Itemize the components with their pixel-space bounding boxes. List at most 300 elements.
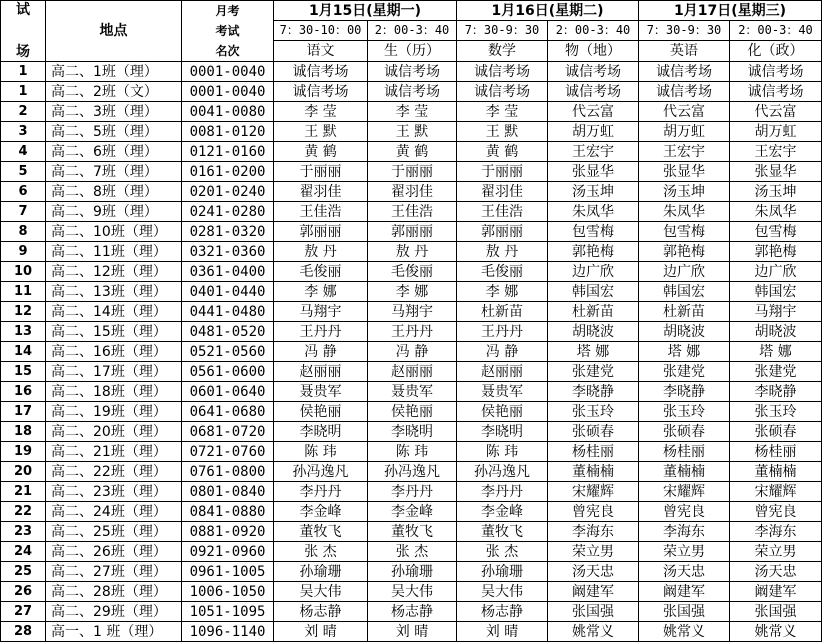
proctor-cell: 诚信考场 [274, 82, 368, 102]
location-cell: 高一、1 班（理） [46, 622, 182, 642]
proctor-cell: 陈 玮 [274, 442, 368, 462]
table-row [1, 102, 822, 122]
proctor-cell: 李金峰 [368, 502, 457, 522]
table-row [1, 482, 822, 502]
proctor-cell: 陈 玮 [457, 442, 548, 462]
room-number-cell: 5 [1, 162, 46, 182]
proctor-cell: 李晓明 [368, 422, 457, 442]
room-number-cell: 22 [1, 502, 46, 522]
proctor-cell: 马翔宇 [274, 302, 368, 322]
header-rank-line1: 月考 [215, 4, 240, 18]
room-number-cell: 4 [1, 142, 46, 162]
location-cell: 高二、5班（理） [46, 122, 182, 142]
location-cell: 高二、21班（理） [46, 442, 182, 462]
header-day-1: 1月15日(星期一) [274, 1, 457, 21]
proctor-cell: 孙瑜珊 [368, 562, 457, 582]
room-number-cell: 15 [1, 362, 46, 382]
proctor-cell: 朱凤华 [548, 202, 639, 222]
proctor-cell: 孙冯逸凡 [368, 462, 457, 482]
proctor-cell: 汤天忠 [548, 562, 639, 582]
proctor-cell: 冯 静 [457, 342, 548, 362]
location-cell: 高二、23班（理） [46, 482, 182, 502]
proctor-cell: 朱凤华 [730, 202, 822, 222]
table-row [1, 202, 822, 222]
proctor-cell: 王宏宇 [639, 142, 730, 162]
rank-range-cell: 0241-0280 [182, 202, 274, 222]
table-row [1, 82, 822, 102]
proctor-cell: 王丹丹 [274, 322, 368, 342]
proctor-cell: 刘 晴 [274, 622, 368, 642]
proctor-cell: 代云富 [639, 102, 730, 122]
proctor-cell: 王丹丹 [457, 322, 548, 342]
table-row [1, 122, 822, 142]
rank-range-cell: 0321-0360 [182, 242, 274, 262]
header-rank-line3: 名次 [215, 44, 240, 58]
rank-range-cell: 0761-0800 [182, 462, 274, 482]
proctor-cell: 汤天忠 [730, 562, 822, 582]
room-number-cell: 16 [1, 382, 46, 402]
proctor-cell: 李丹丹 [368, 482, 457, 502]
proctor-cell: 姚常义 [730, 622, 822, 642]
proctor-cell: 宋耀辉 [730, 482, 822, 502]
proctor-cell: 阚建军 [639, 582, 730, 602]
proctor-cell: 诚信考场 [548, 62, 639, 82]
proctor-cell: 于丽丽 [368, 162, 457, 182]
location-cell: 高二、28班（理） [46, 582, 182, 602]
proctor-cell: 孙瑜珊 [274, 562, 368, 582]
proctor-cell: 李晓静 [730, 382, 822, 402]
proctor-cell: 陈 玮 [368, 442, 457, 462]
proctor-cell: 王宏宇 [548, 142, 639, 162]
room-number-cell: 27 [1, 602, 46, 622]
proctor-cell: 诚信考场 [548, 82, 639, 102]
location-cell: 高二、10班（理） [46, 222, 182, 242]
rank-range-cell: 1051-1095 [182, 602, 274, 622]
header-time: 7：30-9：30 [457, 21, 548, 40]
header-subject: 语文 [274, 40, 368, 61]
rank-range-cell: 0001-0040 [182, 82, 274, 102]
location-cell: 高二、7班（理） [46, 162, 182, 182]
location-cell: 高二、11班（理） [46, 242, 182, 262]
proctor-cell: 孙冯逸凡 [274, 462, 368, 482]
proctor-cell: 王佳浩 [274, 202, 368, 222]
rank-range-cell: 0361-0400 [182, 262, 274, 282]
proctor-cell: 张建党 [639, 362, 730, 382]
proctor-cell: 张建党 [548, 362, 639, 382]
proctor-cell: 李 莹 [368, 102, 457, 122]
proctor-cell: 韩国宏 [639, 282, 730, 302]
proctor-cell: 汤玉坤 [730, 182, 822, 202]
proctor-cell: 李丹丹 [457, 482, 548, 502]
room-number-cell: 14 [1, 342, 46, 362]
proctor-cell: 李金峰 [274, 502, 368, 522]
table-row [1, 162, 822, 182]
rank-range-cell: 0441-0480 [182, 302, 274, 322]
proctor-cell: 杨桂丽 [639, 442, 730, 462]
header-day-2: 1月16日(星期二) [457, 1, 639, 21]
table-row [1, 62, 822, 82]
room-number-cell: 3 [1, 122, 46, 142]
proctor-cell: 荣立男 [639, 542, 730, 562]
proctor-cell: 敖 丹 [368, 242, 457, 262]
room-number-cell: 26 [1, 582, 46, 602]
room-number-cell: 8 [1, 222, 46, 242]
proctor-cell: 张 杰 [368, 542, 457, 562]
proctor-cell: 郭艳梅 [730, 242, 822, 262]
header-rank [182, 1, 274, 62]
proctor-cell: 张显华 [730, 162, 822, 182]
rank-range-cell: 0121-0160 [182, 142, 274, 162]
header-day-3: 1月17日(星期三) [639, 1, 822, 21]
proctor-cell: 王佳浩 [368, 202, 457, 222]
proctor-cell: 阚建军 [548, 582, 639, 602]
header-subject: 生（历） [368, 40, 457, 61]
location-cell: 高二、17班（理） [46, 362, 182, 382]
table-row [1, 362, 822, 382]
proctor-cell: 李 莹 [274, 102, 368, 122]
room-number-cell: 23 [1, 522, 46, 542]
table-row [1, 442, 822, 462]
location-cell: 高二、9班（理） [46, 202, 182, 222]
table-row [1, 622, 822, 642]
room-number-cell: 7 [1, 202, 46, 222]
header-time: 2：00-3：40 [368, 21, 457, 40]
proctor-cell: 杨志静 [457, 602, 548, 622]
proctor-cell: 李晓明 [457, 422, 548, 442]
proctor-cell: 代云富 [730, 102, 822, 122]
location-cell: 高二、15班（理） [46, 322, 182, 342]
table-row [1, 182, 822, 202]
room-number-cell: 17 [1, 402, 46, 422]
table-row [1, 142, 822, 162]
table-row [1, 322, 822, 342]
room-number-cell: 25 [1, 562, 46, 582]
room-number-cell: 18 [1, 422, 46, 442]
proctor-cell: 胡晓波 [639, 322, 730, 342]
proctor-cell: 诚信考场 [730, 82, 822, 102]
proctor-cell: 王丹丹 [368, 322, 457, 342]
proctor-cell: 翟羽佳 [368, 182, 457, 202]
proctor-cell: 杨桂丽 [548, 442, 639, 462]
rank-range-cell: 0721-0760 [182, 442, 274, 462]
proctor-cell: 吴大伟 [368, 582, 457, 602]
location-cell: 高二、20班（理） [46, 422, 182, 442]
table-row [1, 602, 822, 622]
table-row [1, 562, 822, 582]
proctor-cell: 汤天忠 [639, 562, 730, 582]
room-number-cell: 28 [1, 622, 46, 642]
rank-range-cell: 0161-0200 [182, 162, 274, 182]
proctor-cell: 李晓明 [274, 422, 368, 442]
location-cell: 高二、24班（理） [46, 502, 182, 522]
proctor-cell: 代云富 [548, 102, 639, 122]
location-cell: 高二、12班（理） [46, 262, 182, 282]
room-number-cell: 1 [1, 62, 46, 82]
table-row [1, 382, 822, 402]
proctor-cell: 刘 晴 [457, 622, 548, 642]
header-exam-room [1, 1, 46, 62]
header-location: 地点 [46, 1, 182, 62]
proctor-cell: 杜新苗 [548, 302, 639, 322]
proctor-cell: 于丽丽 [274, 162, 368, 182]
rank-range-cell: 0841-0880 [182, 502, 274, 522]
rank-range-cell: 0681-0720 [182, 422, 274, 442]
proctor-cell: 阚建军 [730, 582, 822, 602]
proctor-cell: 李金峰 [457, 502, 548, 522]
proctor-cell: 董楠楠 [548, 462, 639, 482]
table-row [1, 342, 822, 362]
proctor-cell: 宋耀辉 [639, 482, 730, 502]
proctor-cell: 李 娜 [457, 282, 548, 302]
rank-range-cell: 0561-0600 [182, 362, 274, 382]
proctor-cell: 李晓静 [639, 382, 730, 402]
proctor-cell: 董楠楠 [639, 462, 730, 482]
rank-range-cell: 0961-1005 [182, 562, 274, 582]
room-number-cell: 1 [1, 82, 46, 102]
proctor-cell: 冯 静 [274, 342, 368, 362]
header-time: 7：30-9：30 [639, 21, 730, 40]
proctor-cell: 毛俊丽 [457, 262, 548, 282]
proctor-cell: 张显华 [639, 162, 730, 182]
rank-range-cell: 0001-0040 [182, 62, 274, 82]
proctor-cell: 边广欣 [639, 262, 730, 282]
table-row [1, 222, 822, 242]
proctor-cell: 边广欣 [730, 262, 822, 282]
proctor-cell: 杜新苗 [639, 302, 730, 322]
proctor-cell: 李海东 [639, 522, 730, 542]
location-cell: 高二、27班（理） [46, 562, 182, 582]
table-row [1, 462, 822, 482]
proctor-cell: 宋耀辉 [548, 482, 639, 502]
proctor-cell: 张 杰 [274, 542, 368, 562]
proctor-cell: 马翔宇 [368, 302, 457, 322]
proctor-cell: 敖 丹 [274, 242, 368, 262]
proctor-cell: 张建党 [730, 362, 822, 382]
rank-range-cell: 0081-0120 [182, 122, 274, 142]
proctor-cell: 张国强 [730, 602, 822, 622]
proctor-cell: 郭丽丽 [457, 222, 548, 242]
room-number-cell: 20 [1, 462, 46, 482]
room-number-cell: 12 [1, 302, 46, 322]
proctor-cell: 朱凤华 [639, 202, 730, 222]
table-row [1, 262, 822, 282]
proctor-cell: 诚信考场 [457, 82, 548, 102]
header-rank-line2: 考试 [215, 24, 240, 38]
proctor-cell: 张 杰 [457, 542, 548, 562]
proctor-cell: 边广欣 [548, 262, 639, 282]
proctor-cell: 黄 鹤 [274, 142, 368, 162]
proctor-cell: 杨桂丽 [730, 442, 822, 462]
room-number-cell: 9 [1, 242, 46, 262]
proctor-cell: 赵丽丽 [274, 362, 368, 382]
header-subject: 英语 [639, 40, 730, 61]
proctor-cell: 孙瑜珊 [457, 562, 548, 582]
proctor-cell: 郭艳梅 [548, 242, 639, 262]
proctor-cell: 姚常义 [639, 622, 730, 642]
proctor-cell: 翟羽佳 [457, 182, 548, 202]
proctor-cell: 包雪梅 [639, 222, 730, 242]
proctor-cell: 李海东 [548, 522, 639, 542]
proctor-cell: 汤玉坤 [639, 182, 730, 202]
proctor-cell: 包雪梅 [548, 222, 639, 242]
proctor-cell: 赵丽丽 [457, 362, 548, 382]
proctor-cell: 杨志静 [368, 602, 457, 622]
proctor-cell: 李海东 [730, 522, 822, 542]
location-cell: 高二、29班（理） [46, 602, 182, 622]
proctor-cell: 李 莹 [457, 102, 548, 122]
proctor-cell: 聂贵军 [368, 382, 457, 402]
rank-range-cell: 0401-0440 [182, 282, 274, 302]
proctor-cell: 张国强 [639, 602, 730, 622]
proctor-cell: 李 娜 [274, 282, 368, 302]
table-row [1, 582, 822, 602]
rank-range-cell: 0921-0960 [182, 542, 274, 562]
header-subject: 数学 [457, 40, 548, 61]
proctor-cell: 黄 鹤 [368, 142, 457, 162]
table-row [1, 502, 822, 522]
location-cell: 高二、26班（理） [46, 542, 182, 562]
rank-range-cell: 0041-0080 [182, 102, 274, 122]
proctor-cell: 马翔宇 [730, 302, 822, 322]
header-exam-room-bottom: 场 [16, 44, 30, 60]
proctor-cell: 王 默 [457, 122, 548, 142]
proctor-cell: 汤玉坤 [548, 182, 639, 202]
proctor-cell: 王佳浩 [457, 202, 548, 222]
room-number-cell: 6 [1, 182, 46, 202]
proctor-cell: 吴大伟 [274, 582, 368, 602]
proctor-cell: 翟羽佳 [274, 182, 368, 202]
proctor-cell: 冯 静 [368, 342, 457, 362]
location-cell: 高二、14班（理） [46, 302, 182, 322]
location-cell: 高二、2班（文） [46, 82, 182, 102]
proctor-cell: 杨志静 [274, 602, 368, 622]
header-exam-room-top: 试 [16, 2, 30, 18]
proctor-cell: 董楠楠 [730, 462, 822, 482]
proctor-cell: 刘 晴 [368, 622, 457, 642]
rank-range-cell: 0281-0320 [182, 222, 274, 242]
proctor-cell: 郭丽丽 [274, 222, 368, 242]
proctor-cell: 聂贵军 [457, 382, 548, 402]
proctor-cell: 胡晓波 [548, 322, 639, 342]
rank-range-cell: 0801-0840 [182, 482, 274, 502]
proctor-cell: 王宏宇 [730, 142, 822, 162]
location-cell: 高二、16班（理） [46, 342, 182, 362]
location-cell: 高二、13班（理） [46, 282, 182, 302]
proctor-cell: 诚信考场 [368, 82, 457, 102]
proctor-cell: 侯艳丽 [457, 402, 548, 422]
proctor-cell: 王 默 [274, 122, 368, 142]
proctor-cell: 李丹丹 [274, 482, 368, 502]
rank-range-cell: 1096-1140 [182, 622, 274, 642]
proctor-cell: 黄 鹤 [457, 142, 548, 162]
proctor-cell: 聂贵军 [274, 382, 368, 402]
proctor-cell: 于丽丽 [457, 162, 548, 182]
header-subject: 化（政） [730, 40, 822, 61]
proctor-cell: 韩国宏 [548, 282, 639, 302]
rank-range-cell: 0521-0560 [182, 342, 274, 362]
proctor-cell: 张玉玲 [730, 402, 822, 422]
proctor-cell: 张硕春 [548, 422, 639, 442]
proctor-cell: 毛俊丽 [274, 262, 368, 282]
location-cell: 高二、22班（理） [46, 462, 182, 482]
rank-range-cell: 0881-0920 [182, 522, 274, 542]
proctor-cell: 董牧飞 [368, 522, 457, 542]
proctor-cell: 张显华 [548, 162, 639, 182]
location-cell: 高二、25班（理） [46, 522, 182, 542]
header-time: 2：00-3：40 [730, 21, 822, 40]
rank-range-cell: 0201-0240 [182, 182, 274, 202]
proctor-cell: 王 默 [368, 122, 457, 142]
table-row [1, 242, 822, 262]
proctor-cell: 诚信考场 [639, 62, 730, 82]
proctor-cell: 胡万虹 [639, 122, 730, 142]
table-row [1, 422, 822, 442]
rank-range-cell: 0601-0640 [182, 382, 274, 402]
proctor-cell: 侯艳丽 [274, 402, 368, 422]
location-cell: 高二、8班（理） [46, 182, 182, 202]
proctor-cell: 胡万虹 [548, 122, 639, 142]
proctor-cell: 荣立男 [548, 542, 639, 562]
proctor-cell: 韩国宏 [730, 282, 822, 302]
header-subject: 物（地） [548, 40, 639, 61]
location-cell: 高二、18班（理） [46, 382, 182, 402]
proctor-cell: 侯艳丽 [368, 402, 457, 422]
proctor-cell: 包雪梅 [730, 222, 822, 242]
proctor-cell: 敖 丹 [457, 242, 548, 262]
room-number-cell: 19 [1, 442, 46, 462]
room-number-cell: 10 [1, 262, 46, 282]
table-row [1, 402, 822, 422]
proctor-cell: 荣立男 [730, 542, 822, 562]
location-cell: 高二、6班（理） [46, 142, 182, 162]
proctor-cell: 孙冯逸凡 [457, 462, 548, 482]
proctor-cell: 李晓静 [548, 382, 639, 402]
table-row [1, 302, 822, 322]
proctor-cell: 诚信考场 [730, 62, 822, 82]
proctor-cell: 李 娜 [368, 282, 457, 302]
table-row [1, 282, 822, 302]
proctor-cell: 杜新苗 [457, 302, 548, 322]
rank-range-cell: 0641-0680 [182, 402, 274, 422]
location-cell: 高二、1班（理） [46, 62, 182, 82]
proctor-cell: 曾宪良 [730, 502, 822, 522]
proctor-cell: 诚信考场 [274, 62, 368, 82]
room-number-cell: 11 [1, 282, 46, 302]
table-row [1, 522, 822, 542]
header-time: 7：30-10：00 [274, 21, 368, 40]
rank-range-cell: 0481-0520 [182, 322, 274, 342]
proctor-cell: 张硕春 [639, 422, 730, 442]
proctor-cell: 胡万虹 [730, 122, 822, 142]
rank-range-cell: 1006-1050 [182, 582, 274, 602]
proctor-cell: 毛俊丽 [368, 262, 457, 282]
table-row [1, 542, 822, 562]
proctor-cell: 诚信考场 [457, 62, 548, 82]
proctor-cell: 董牧飞 [274, 522, 368, 542]
location-cell: 高二、19班（理） [46, 402, 182, 422]
proctor-cell: 曾宪良 [548, 502, 639, 522]
room-number-cell: 21 [1, 482, 46, 502]
proctor-cell: 曾宪良 [639, 502, 730, 522]
proctor-cell: 塔 娜 [639, 342, 730, 362]
proctor-cell: 张玉玲 [548, 402, 639, 422]
proctor-cell: 塔 娜 [730, 342, 822, 362]
proctor-cell: 张国强 [548, 602, 639, 622]
proctor-cell: 张硕春 [730, 422, 822, 442]
proctor-cell: 诚信考场 [639, 82, 730, 102]
proctor-cell: 塔 娜 [548, 342, 639, 362]
header-time: 2：00-3：40 [548, 21, 639, 40]
